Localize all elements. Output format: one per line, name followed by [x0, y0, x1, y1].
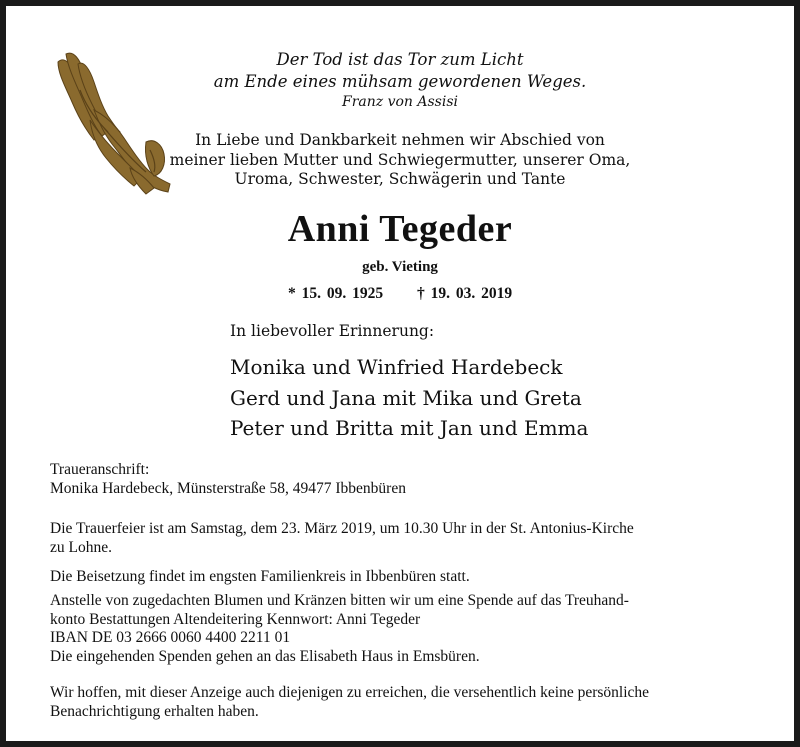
family-line: Monika und Winfried Hardebeck: [230, 355, 563, 379]
iban-line: IBAN DE 03 2666 0060 4400 2211 01: [50, 629, 291, 646]
life-dates: [0, 285, 800, 303]
intro-line: Uroma, Schwester, Schwägerin und Tante: [234, 170, 566, 188]
burial-line: Die Beisetzung findet im engsten Familienkreis in Ibbenbüren statt.: [50, 568, 470, 585]
quote-author: Franz von Assisi: [341, 94, 459, 110]
donation-line: Die eingehenden Spenden gehen an das Elisabeth Haus in Emsbüren.: [50, 647, 480, 665]
mourning-address: [50, 461, 755, 498]
maiden-name: geb. Vieting: [362, 259, 438, 275]
closing-line: Benachrichtigung erhalten haben.: [50, 702, 259, 720]
closing-line: Wir hoffen, mit dieser Anzeige auch diejenigen zu erreichen, die versehentlich keine persönliche: [50, 684, 650, 701]
intro-line: meiner lieben Mutter und Schwiegermutter, unserer Oma,: [169, 150, 631, 169]
address-label: Traueranschrift:: [50, 461, 150, 478]
ceremony-line: zu Lohne.: [50, 538, 112, 556]
burial-paragraph: [50, 568, 755, 587]
birth-date: * 15. 09. 1925: [287, 285, 384, 302]
donation-line: konto Bestattungen Altendeitering Kennwort: Anni Tegeder: [50, 610, 421, 628]
intro-text: [0, 131, 800, 190]
intro-line: In Liebe und Dankbarkeit nehmen wir Abschied von: [195, 131, 605, 149]
deceased-name: Anni Tegeder: [287, 208, 513, 250]
ceremony-line: Die Trauerfeier ist am Samstag, dem 23. März 2019, um 10.30 Uhr in der St. Antonius-Kirche: [50, 520, 634, 537]
quote-line: am Ende eines mühsam gewordenen Weges.: [213, 72, 587, 91]
memory-label: In liebevoller Erinnerung:: [230, 322, 435, 340]
ceremony-paragraph: [50, 520, 755, 557]
donation-line: Anstelle von zugedachten Blumen und Kränzen bitten wir um eine Spende auf das Treuhand-: [50, 592, 629, 609]
quote-line: Der Tod ist das Tor zum Licht: [276, 50, 524, 69]
quote-block: [0, 49, 800, 112]
family-line: Peter und Britta mit Jan und Emma: [230, 416, 589, 440]
donation-paragraph: [50, 592, 755, 666]
address-value: Monika Hardebeck, Münsterstraße 58, 49477 Ibbenbüren: [50, 479, 406, 497]
family-line: Gerd und Jana mit Mika und Greta: [230, 385, 582, 410]
family-list: [230, 352, 588, 444]
closing-paragraph: [50, 684, 755, 721]
death-date: † 19. 03. 2019: [416, 285, 513, 302]
